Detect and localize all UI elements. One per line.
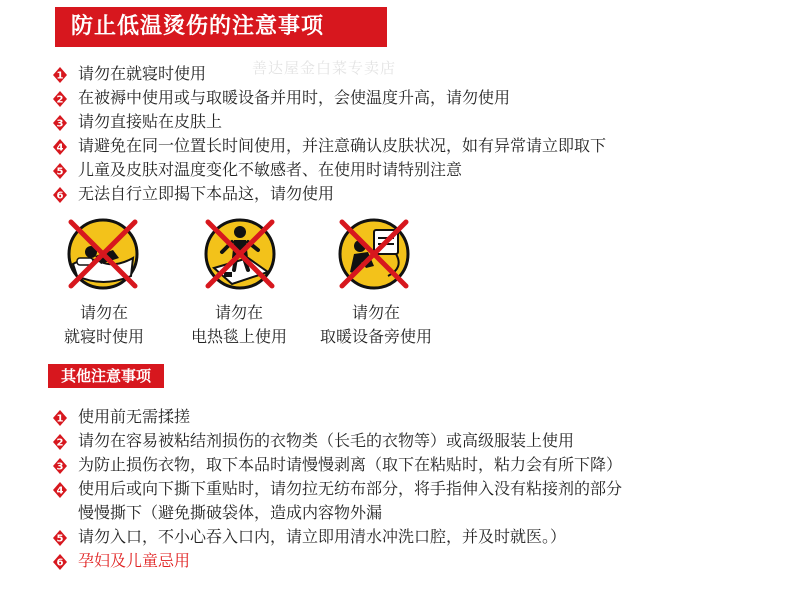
pictogram-caption: 请勿在 电热毯上使用 — [190, 303, 287, 346]
precaution-text: 请勿在就寝时使用 — [78, 64, 207, 83]
list-item — [52, 525, 622, 549]
number-badge-icon — [52, 187, 68, 203]
svg-text:4: 4 — [56, 142, 64, 154]
number-badge-icon — [52, 91, 68, 107]
svg-text:6: 6 — [56, 557, 64, 569]
svg-text:3: 3 — [56, 118, 64, 130]
section-title: 其他注意事项 — [48, 364, 164, 388]
list-item — [52, 182, 606, 206]
precaution-text: 儿童及皮肤对温度变化不敏感者、在使用时请特别注意 — [78, 160, 463, 179]
no-electric-blanket-icon — [204, 218, 276, 290]
pictogram-caption: 请勿在 取暖设备旁使用 — [319, 303, 432, 346]
precaution-text: 无法自行立即揭下本品这，请勿使用 — [78, 184, 335, 203]
list-item — [52, 429, 622, 453]
number-badge-icon — [52, 67, 68, 83]
number-badge-icon — [52, 139, 68, 155]
svg-text:2: 2 — [56, 94, 64, 106]
number-badge-icon — [52, 482, 68, 498]
svg-text:4: 4 — [56, 485, 64, 497]
number-badge-icon — [52, 115, 68, 131]
svg-text:5: 5 — [56, 533, 64, 545]
number-badge-icon — [52, 458, 68, 474]
list-item — [52, 158, 606, 182]
pictogram-caption: 请勿在 就寝时使用 — [63, 303, 144, 346]
precaution-text: 孕妇及儿童忌用 — [78, 551, 191, 570]
number-badge-icon — [52, 163, 68, 179]
page-title: 防止低温烫伤的注意事项 — [55, 7, 387, 47]
other-precaution-list — [52, 405, 622, 573]
svg-text:6: 6 — [56, 190, 64, 202]
no-heater-icon — [338, 218, 410, 290]
precaution-text: 使用前无需揉搓 — [78, 407, 191, 426]
precaution-text: 为防止损伤衣物，取下本品时请慢慢剥离（取下在粘贴时，粘力会有所下降） — [78, 455, 623, 474]
list-item — [52, 86, 606, 110]
number-badge-icon — [52, 410, 68, 426]
precaution-list — [52, 62, 606, 206]
svg-text:2: 2 — [56, 437, 64, 449]
number-badge-icon — [52, 554, 68, 570]
precaution-text: 请勿在容易被粘结剂损伤的衣物类（长毛的衣物等）或高级服装上使用 — [78, 431, 575, 450]
no-sleeping-icon — [67, 218, 139, 290]
precaution-text: 请勿入口，不小心吞入口内，请立即用清水冲洗口腔，并及时就医。） — [78, 527, 567, 546]
store-watermark: 善达屋金白菜专卖店 — [252, 59, 397, 77]
precaution-text: 在被褥中使用或与取暖设备并用时，会使温度升高，请勿使用 — [78, 88, 511, 107]
number-badge-icon — [52, 530, 68, 546]
list-item — [52, 453, 622, 477]
precaution-text: 慢慢撕下（避免撕破袋体，造成内容物外漏 — [78, 503, 383, 522]
list-item — [52, 405, 622, 429]
svg-text:3: 3 — [56, 461, 64, 473]
precaution-text: 使用后或向下撕下重贴时，请勿拉无纺布部分，将手指伸入没有粘接剂的部分 — [78, 479, 623, 498]
svg-text:1: 1 — [56, 70, 64, 82]
list-item — [52, 134, 606, 158]
svg-text:1: 1 — [56, 413, 64, 425]
precaution-text: 请避免在同一位置长时间使用，并注意确认皮肤状况，如有异常请立即取下 — [78, 136, 607, 155]
list-item — [52, 110, 606, 134]
list-item — [52, 549, 622, 573]
number-badge-icon — [52, 434, 68, 450]
list-item — [52, 477, 622, 525]
svg-text:5: 5 — [56, 166, 64, 178]
precaution-text: 请勿直接贴在皮肤上 — [78, 112, 223, 131]
list-item — [52, 62, 606, 86]
